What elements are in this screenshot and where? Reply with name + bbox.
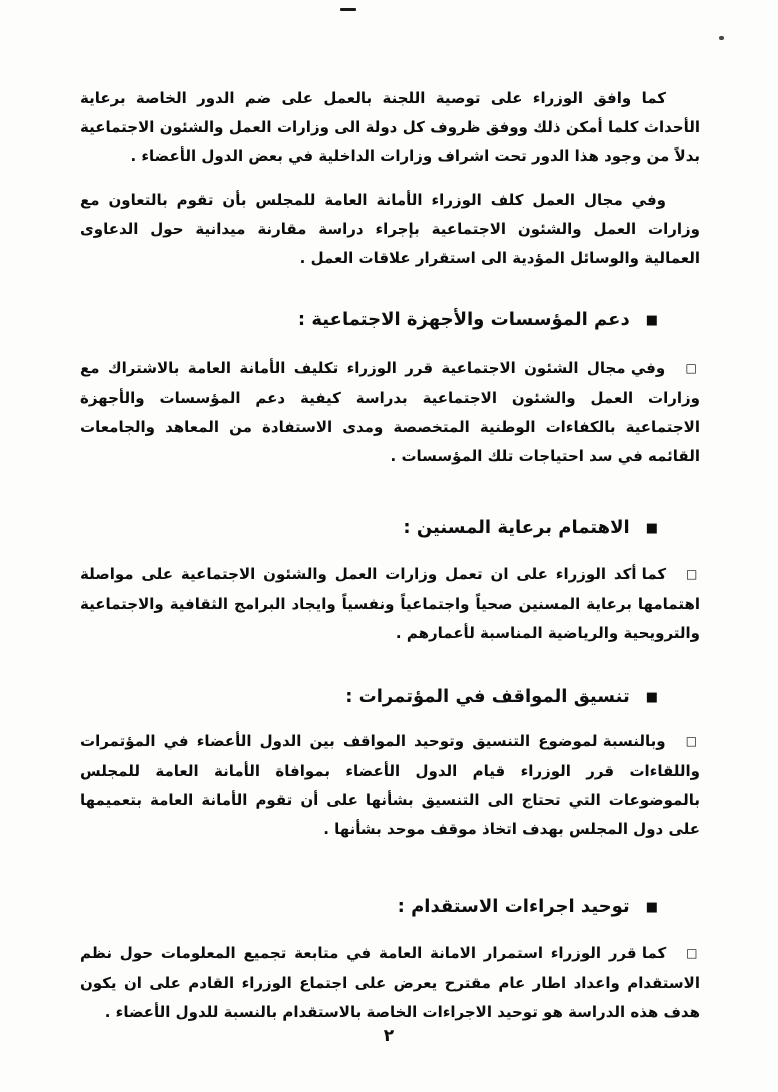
section-paragraph <box>80 560 700 648</box>
paragraph-text: وبالنسبة لموضوع التنسيق وتوحيد المواقف بين الدول الأعضاء في المؤتمرات واللقاءات قرر الوزراء قيام الدول الأعضاء بموافاة الأمانة العامة للمجلس بالموضوعات التي تحتاج الى التنسيق بشأنها على أن تقوم الأمانة العامة بتعميمها على دول المجلس بهدف اتخاذ موقف موحد بشأنها . <box>80 732 700 838</box>
section-paragraph <box>80 939 700 1027</box>
section-heading <box>80 686 700 707</box>
scan-artifact <box>719 36 724 40</box>
section-heading <box>80 896 700 917</box>
scan-artifact <box>340 8 356 11</box>
section-heading <box>80 309 700 330</box>
section-heading <box>80 517 700 538</box>
section-paragraph <box>80 727 700 844</box>
paragraph-text: كما قرر الوزراء استمرار الامانة العامة في متابعة تجميع المعلومات حول نظم الاستقدام واعداد اطار عام مقترح يعرض على اجتماع الوزراء القادم على ان يكون هدف هذه الدراسة هو توحيد الاجراءات الخاصة بالاستقدام بالنسبة للدول الأعضاء . <box>80 944 700 1021</box>
section-paragraph <box>80 354 700 471</box>
filled-square-bullet-icon: ■ <box>645 313 658 328</box>
page-number: ٢ <box>383 1026 395 1046</box>
filled-square-bullet-icon: ■ <box>645 690 658 705</box>
document-content <box>80 84 700 1031</box>
paragraph-text: كما أكد الوزراء على ان تعمل وزارات العمل والشئون الاجتماعية على مواصلة اهتمامها برعاية المسنين صحياً واجتماعياً ونفسياً وايجاد البرامج الثقافية والاجتماعية والترويحية والرياضية المناسبة لأعمارهم . <box>80 565 700 642</box>
open-square-bullet-icon: □ <box>686 567 700 581</box>
filled-square-bullet-icon: ■ <box>645 900 658 915</box>
section-title: تنسيق المواقف في المؤتمرات : <box>345 686 630 707</box>
open-square-bullet-icon: □ <box>685 361 700 375</box>
paragraph-text: وفي مجال الشئون الاجتماعية قرر الوزراء تكليف الأمانة العامة بالاشتراك مع وزارات العمل والشئون الاجتماعية بدراسة كيفية دعم المؤسسات والأجهزة الاجتماعية بالكفاءات الوطنية المتخصصة ومدى الاستفادة من المعاهد والجامعات القائمه في سد احتياجات تلك المؤسسات . <box>80 359 700 465</box>
open-square-bullet-icon: □ <box>685 734 700 748</box>
section-title: توحيد اجراءات الاستقدام : <box>397 896 630 917</box>
open-square-bullet-icon: □ <box>686 946 700 960</box>
intro-paragraph: وفي مجال العمل كلف الوزراء الأمانة العامة للمجلس بأن تقوم بالتعاون مع وزارات العمل والشئون الاجتماعية بإجراء دراسة مقارنة ميدانية حول الدعاوى العمالية والوسائل المؤدية الى استقرار علاقات العمل . <box>80 191 700 267</box>
intro-paragraph: كما وافق الوزراء على توصية اللجنة بالعمل على ضم الدور الخاصة برعاية الأحداث كلما أمكن ذلك ووفق ظروف كل دولة الى وزارات العمل والشئون الاجتماعية بدلاً من وجود هذا الدور تحت اشراف وزارات الداخلية في بعض الدول الأعضاء . <box>80 89 700 165</box>
section-title: دعم المؤسسات والأجهزة الاجتماعية : <box>297 309 630 330</box>
filled-square-bullet-icon: ■ <box>645 521 658 536</box>
section-title: الاهتمام برعاية المسنين : <box>403 517 630 538</box>
